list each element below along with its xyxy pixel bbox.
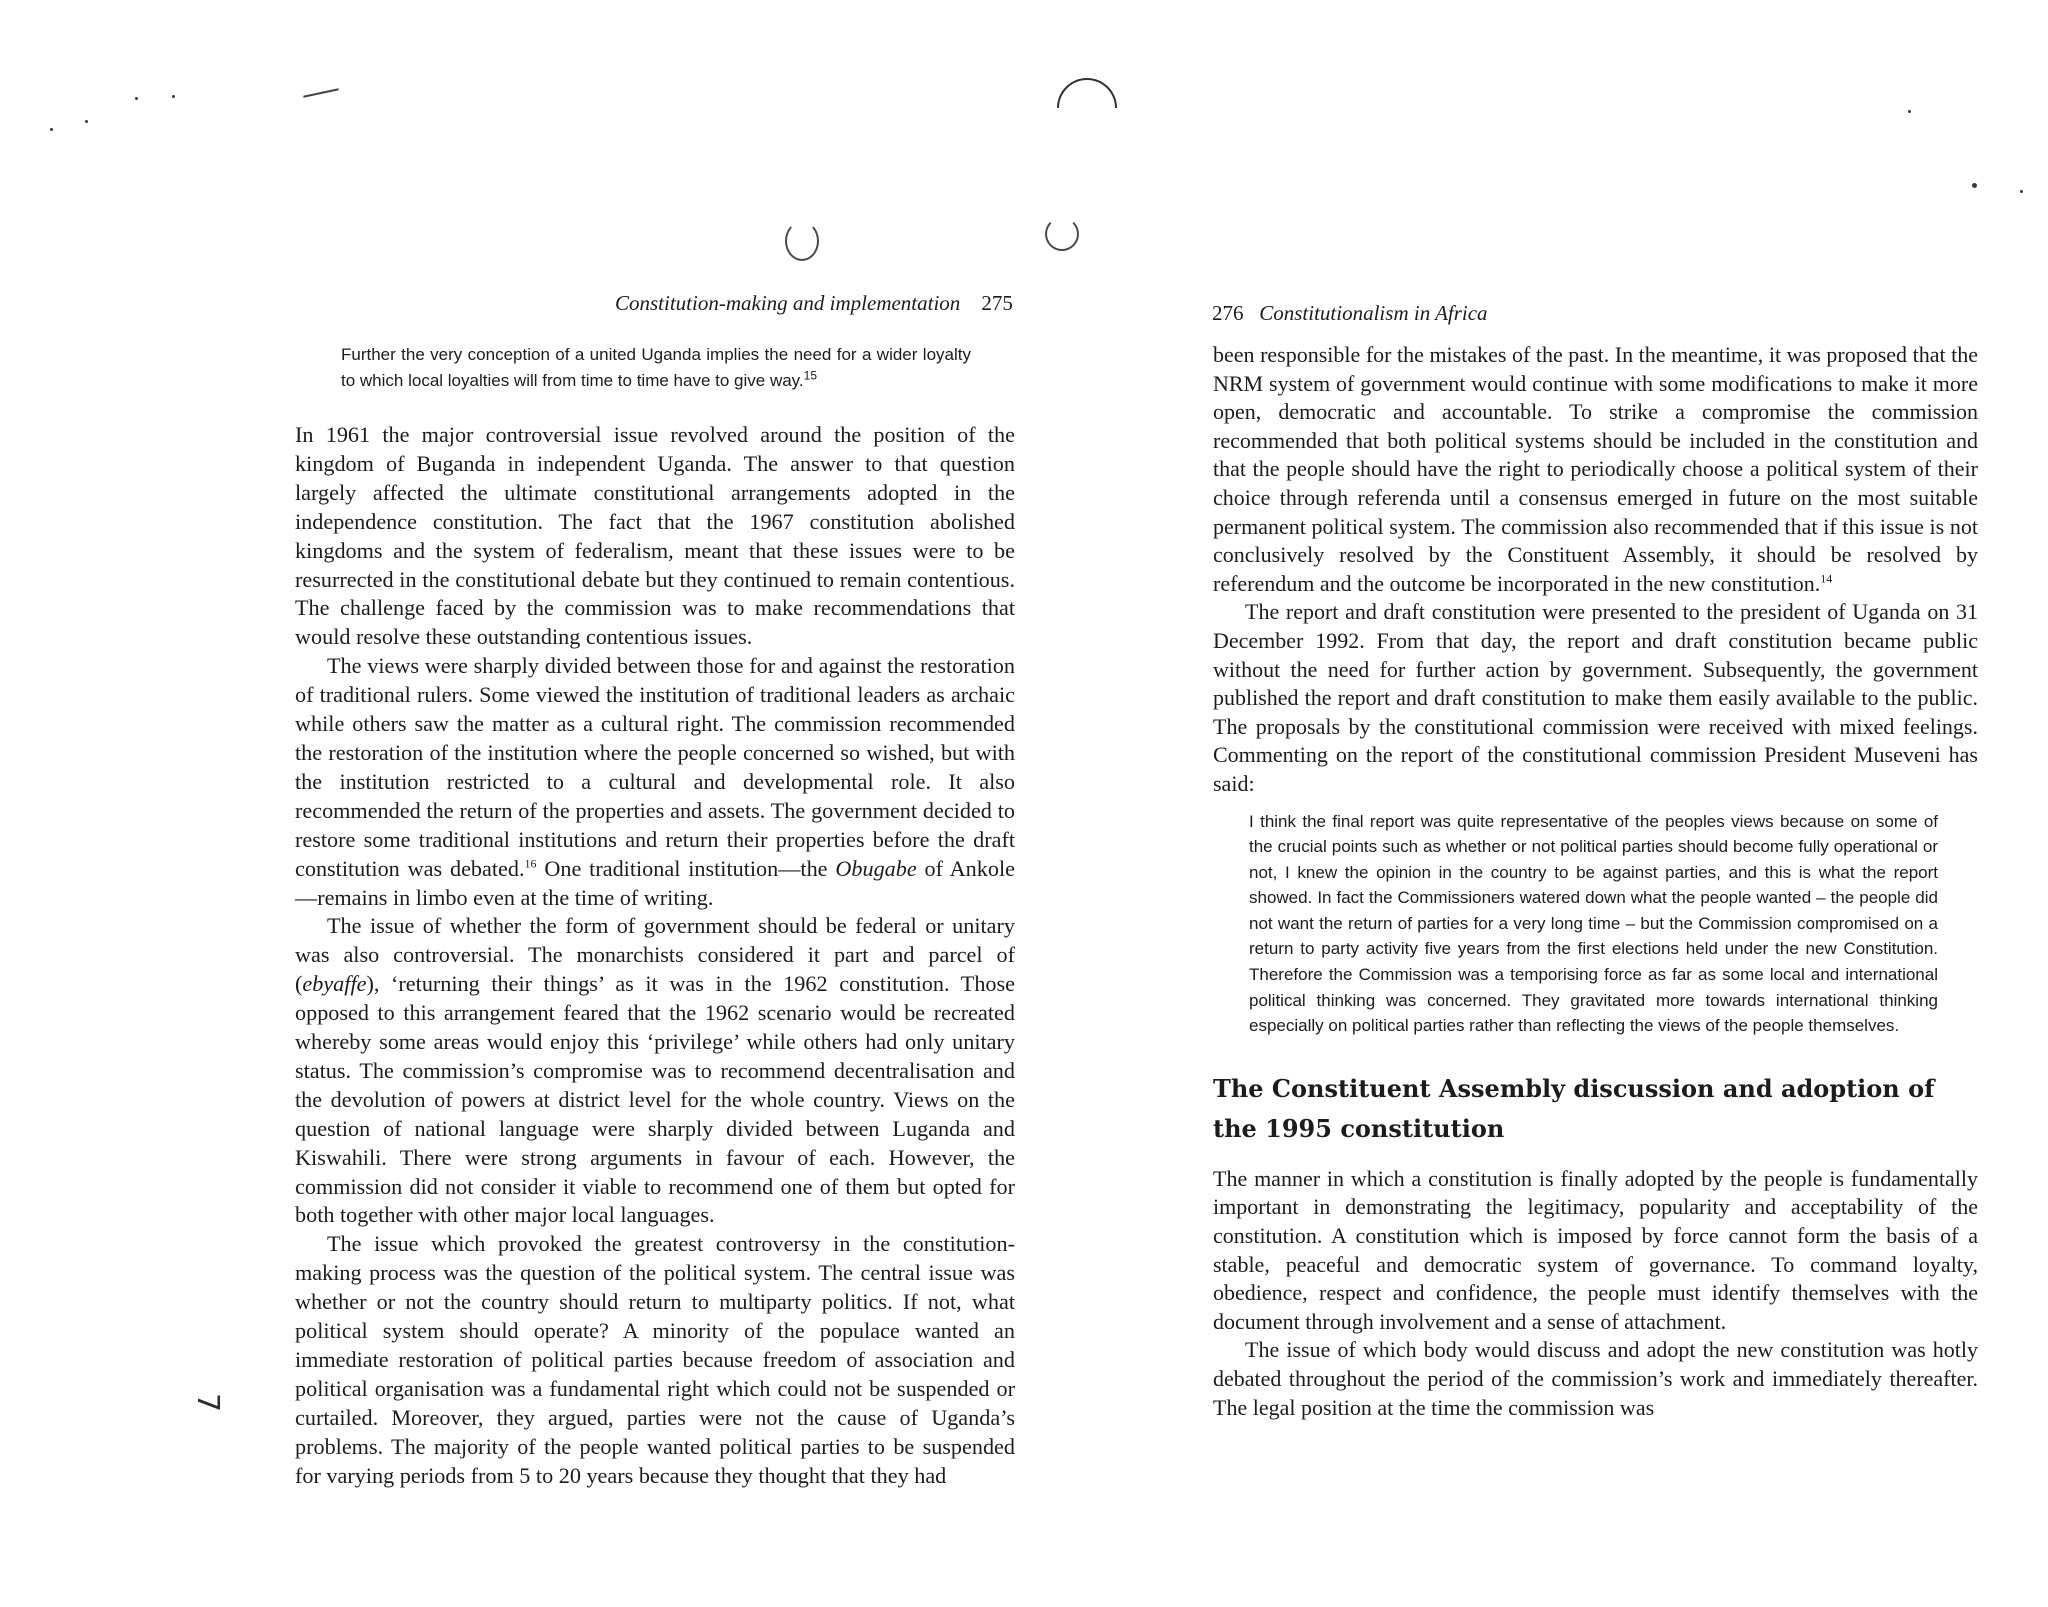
paragraph: [1213, 1165, 1978, 1337]
paragraph-text: ), ‘returning their things’ as it was in the 1962 constitution. Those opposed to this arrangement feared that the 1962 scenario would be recreated whereby some areas would enjoy this ‘privilege’ while others had only unitary status. The commission’s compromise was to recommend decentralisation and the devolution of powers at district level for the whole country. Views on the question of national language were sharply divided between Luganda and Kiswahili. There were strong arguments in favour of each. However, the commission did not consider it viable to recommend one of them but opted for both together with other major local languages.: [295, 971, 1015, 1228]
italic-term: ebyaffe: [302, 971, 367, 997]
running-head-title: Constitution-making and implementation: [615, 291, 961, 315]
scan-mark: [303, 88, 339, 97]
italic-term: Obugabe: [835, 855, 917, 881]
paragraph-text: The report and draft constitution were presented to the president of Uganda on 31 December 1992. From that day, the report and draft constitution became public without the need for further action by government. Subsequently, the government published the report and draft constitution to make them easily available to the public. The proposals by the constitutional commission were received with mixed feelings. Commenting on the report of the constitutional commission President Museveni has said:: [1213, 599, 1978, 796]
paragraph-text: In 1961 the major controversial issue revolved around the position of the kingdom of Buganda in independent Uganda. The answer to that question largely affected the ultimate constitutional arrangements adopted in the independence constitution. The fact that the 1967 constitution abolished kingdoms and the system of federalism, meant that these issues were to be resurrected in the constitutional debate but they continued to remain contentious. The challenge faced by the commission was to make recommendations that would resolve these outstanding contentious issues.: [295, 422, 1015, 650]
paragraph-text: The issue which provoked the greatest controversy in the constitution-making process was the question of the political system. The central issue was whether or not the country should return to multiparty politics. If not, what political system should operate? A minority of the populace wanted an immediate restoration of political parties because freedom of association and political organisation was a fundamental right which could not be suspended or curtailed. Moreover, they argued, parties were not the cause of Uganda’s problems. The majority of the people wanted political parties to be suspended for varying periods from 5 to 20 years because they thought that they had: [295, 1231, 1015, 1488]
scan-speck: [1908, 110, 1911, 113]
block-quote: [341, 342, 971, 393]
binder-hole: [785, 221, 819, 261]
paragraph-text: The issue of which body would discuss and adopt the new constitution was hotly debated throughout the period of the commission’s work and immediately thereafter. The legal position at the time the commission was: [1213, 1337, 1978, 1420]
paragraph: [1213, 1336, 1978, 1422]
footnote-ref: 15: [803, 367, 817, 382]
section-heading: The Constituent Assembly discussion and adoption of the 1995 constitution: [1213, 1073, 1935, 1143]
footnote-ref: 14: [1820, 571, 1833, 586]
block-quote: [1249, 809, 1938, 1039]
paragraph: [1213, 598, 1978, 798]
binder-hole: [1045, 217, 1079, 251]
paragraph-text: One traditional institution—the: [536, 855, 836, 881]
quote-text: Further the very conception of a united Uganda implies the need for a wider loyalty to which local loyalties will from time to time have to give way.: [341, 345, 971, 390]
paragraph-text: The views were sharply divided between those for and against the restoration of traditional rulers. Some viewed the institution of traditional leaders as archaic while others saw the matter as a cultural right. The commission recommended the restoration of the institution where the people concerned so wished, but with the institution restricted to a cultural and developmental role. It also recommended the return of the properties and assets. The government decided to restore some traditional institutions and return their properties before the draft constitution was debated.: [295, 653, 1015, 881]
running-head: [615, 291, 1013, 316]
paragraph: [1213, 341, 1978, 598]
quote-text: I think the final report was quite representative of the peoples views because on some of the crucial points such as whether or not political parties should become fully operational or not, I knew the opinion in the country to be against parties, and this is what the report showed. In fact the Commissioners watered down what the people wanted – the people did not want the return of parties for a very long time – but the Commission compromised on a return to party activity five years from the first elections held under the new Constitution. Therefore the Commission was a temporising force as far as some local and international political thinking was concerned. They gravitated more towards international thinking especially on political parties rather than reflecting the views of the people themselves.: [1249, 811, 1938, 1036]
scan-speck: [172, 95, 175, 98]
body-text: [295, 421, 1015, 1491]
paragraph-text: The issue of whether the form of government should be federal or unitary was also controversial. The monarchists considered it part and parcel of (: [295, 913, 1015, 997]
body-text: [1213, 341, 1978, 1422]
scan-speck: [85, 120, 88, 123]
margin-mark: 7: [190, 1392, 226, 1413]
footnote-ref: 16: [524, 856, 537, 871]
paragraph-text: of Ankole—remains in limbo even at the time of writing.: [295, 855, 1015, 910]
scan-speck: [1972, 183, 1977, 188]
paragraph-text: been responsible for the mistakes of the past. In the meantime, it was proposed that the NRM system of government would continue with some modifications to make it more open, democratic and accountable. To strike a compromise the commission recommended that both political systems should be included in the constitution and that the people should have the right to periodically choose a political system of their choice through referenda until a consensus emerged in future on the most suitable permanent political system. The commission also recommended that if this issue is not conclusively resolved by the Constituent Assembly, it should be resolved by referendum and the outcome be incorporated in the new constitution.: [1213, 342, 1978, 596]
paragraph-text: The manner in which a constitution is finally adopted by the people is fundamentally important in demonstrating the legitimacy, popularity and acceptability of the constitution. A constitution which is imposed by force cannot form the basis of a stable, peaceful and democratic system of governance. To command loyalty, obedience, respect and confidence, the people must identify themselves with the document through involvement and a sense of attachment.: [1213, 1165, 1978, 1334]
paragraph: [295, 1230, 1015, 1490]
scan-mark: [1057, 78, 1117, 108]
right-page: [1030, 0, 2048, 1607]
paragraph: [295, 912, 1015, 1230]
paragraph: [295, 652, 1015, 912]
paragraph: [295, 421, 1015, 652]
running-head: [1212, 301, 1488, 326]
scan-speck: [2020, 190, 2023, 193]
scan-speck: [135, 97, 138, 100]
page-number: 275: [981, 291, 1013, 315]
running-head-title: Constitutionalism in Africa: [1259, 301, 1488, 325]
scan-speck: [50, 128, 53, 131]
page-number: 276: [1212, 301, 1244, 325]
